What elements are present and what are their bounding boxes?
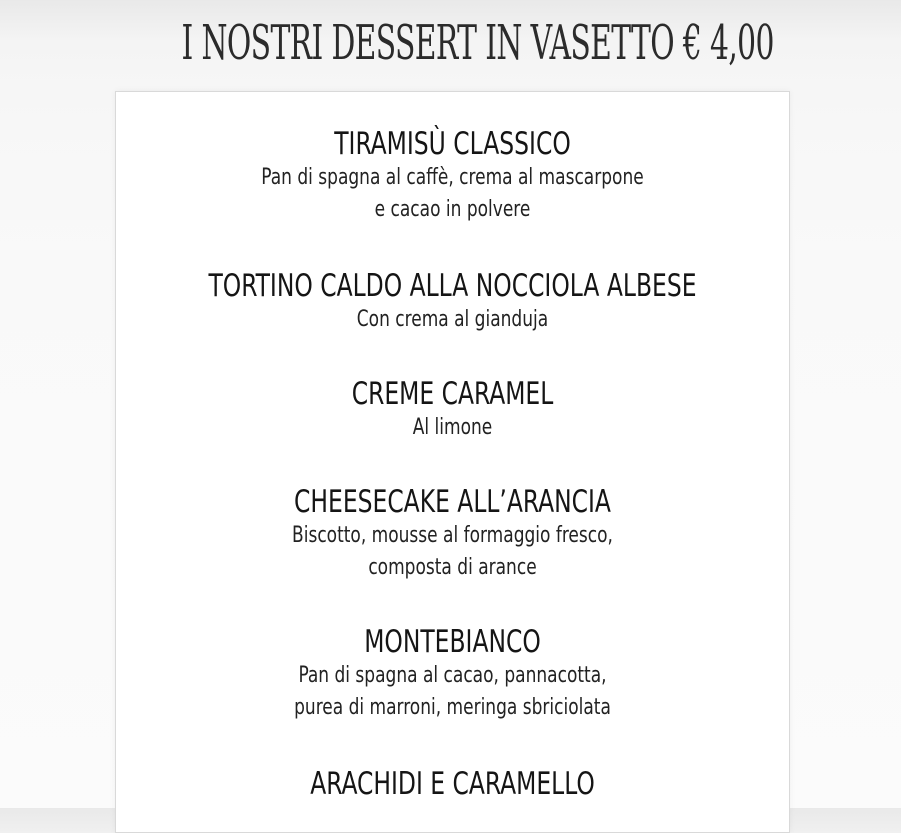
menu-item-montebianco — [116, 624, 789, 724]
dessert-name: TIRAMISÙ CLASSICO — [334, 126, 571, 162]
dessert-description-line: purea di marroni, meringa sbriciolata — [294, 695, 611, 720]
dessert-description-line: Con crema al gianduja — [356, 307, 549, 332]
menu-item-cheesecake — [116, 484, 789, 584]
dessert-description-line: composta di arance — [368, 555, 537, 580]
menu-item-arachidi — [116, 766, 789, 802]
menu-item-creme-caramel — [116, 376, 789, 444]
dessert-description-line: Pan di spagna al caffè, crema al mascarpone — [261, 165, 644, 190]
dessert-name: CREME CARAMEL — [351, 376, 554, 412]
dessert-description-line: e cacao in polvere — [374, 197, 531, 222]
dessert-name: ARACHIDI E CARAMELLO — [310, 766, 595, 802]
dessert-name: CHEESECAKE ALL’ARANCIA — [294, 484, 611, 520]
dessert-name: MONTEBIANCO — [364, 624, 541, 660]
dessert-description-line: Biscotto, mousse al formaggio fresco, — [292, 523, 613, 548]
menu-item-tiramisu — [116, 126, 789, 226]
dessert-description-line: Pan di spagna al cacao, pannacotta, — [298, 663, 607, 688]
menu-title-text: I NOSTRI DESSERT IN VASETTO € 4,00 — [181, 15, 774, 71]
dessert-description-line: Al limone — [412, 415, 493, 440]
menu-item-tortino — [116, 268, 789, 336]
dessert-name: TORTINO CALDO ALLA NOCCIOLA ALBESE — [208, 268, 697, 304]
menu-card — [115, 91, 790, 833]
menu-title — [0, 8, 901, 78]
